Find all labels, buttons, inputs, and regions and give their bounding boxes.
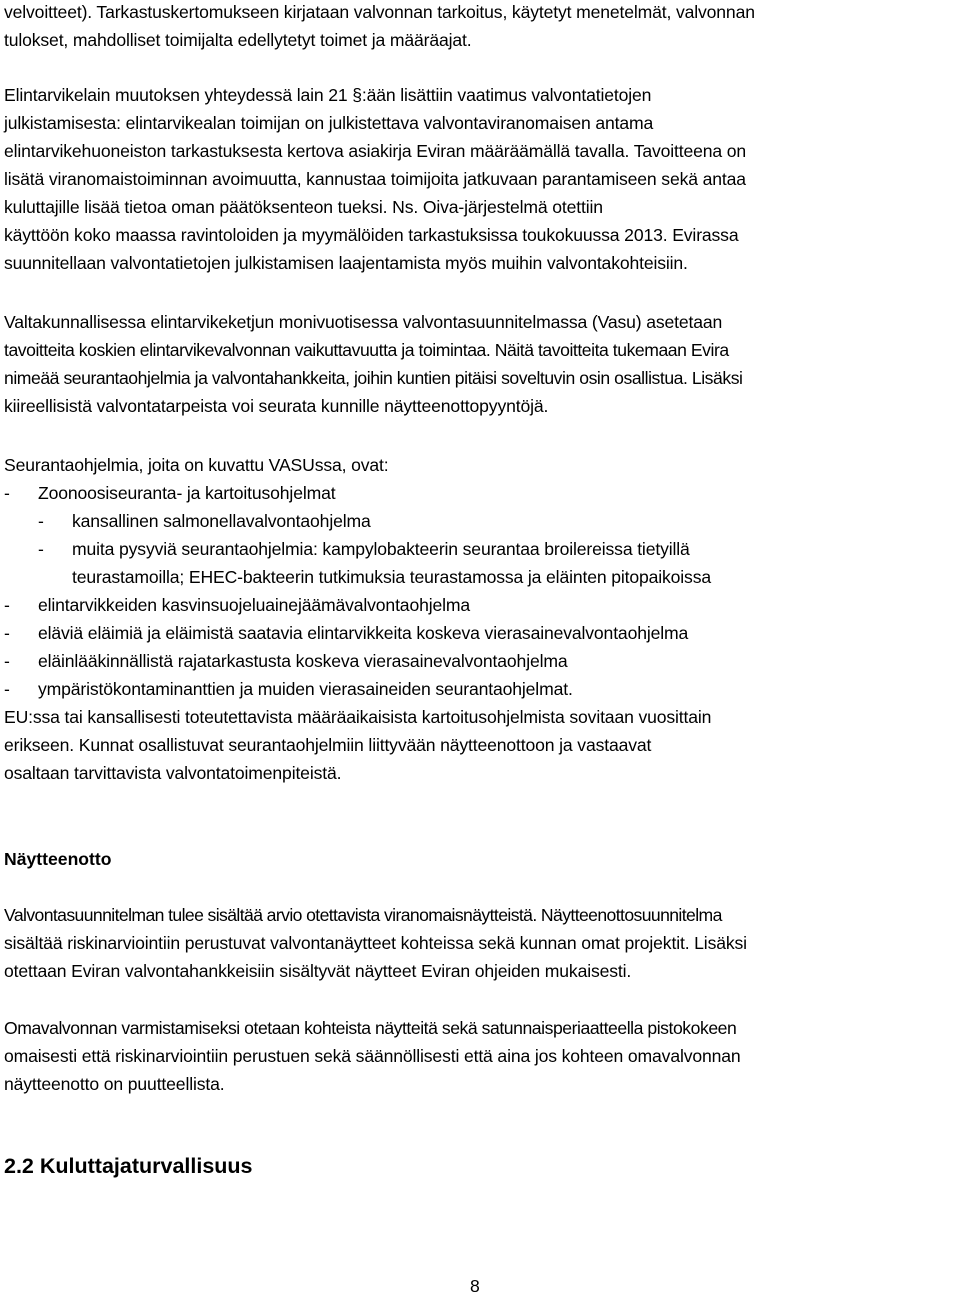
vasu-paragraph	[4, 308, 960, 420]
publication-paragraph	[4, 81, 960, 277]
list-dash: -	[38, 539, 44, 559]
text-line: velvoitteet). Tarkastuskertomukseen kirjataan valvonnan tarkoitus, käytetyt menetelmät, valvonnan	[4, 2, 755, 22]
list-dash: -	[4, 679, 10, 699]
section-heading: 2.2 Kuluttajaturvallisuus	[4, 1154, 253, 1178]
list-item-text: teurastamoilla; EHEC-bakteerin tutkimuksia teurastamossa ja eläinten pitopaikoissa	[72, 567, 711, 587]
text-line: osaltaan tarvittavista valvontatoimenpiteistä.	[4, 763, 342, 783]
list-item-text: ympäristökontaminanttien ja muiden vierasaineiden seurantaohjelmat.	[38, 679, 573, 699]
text-line: käyttöön koko maassa ravintoloiden ja myymälöiden tarkastuksissa toukokuussa 2013. Evirassa	[4, 225, 739, 245]
list-item-text: Zoonoosiseuranta- ja kartoitusohjelmat	[38, 483, 336, 503]
text-line: otettaan Eviran valvontahankkeisiin sisältyvät näytteet Eviran ohjeiden mukaisesti.	[4, 961, 632, 981]
text-line: näytteenotto on puutteellista.	[4, 1074, 225, 1094]
list-item-text: muita pysyviä seurantaohjelmia: kampylobakteerin seurantaa broilereissa tietyillä	[72, 539, 690, 559]
list-dash: -	[4, 623, 10, 643]
list-item-text: elintarvikkeiden kasvinsuojeluainejäämävalvontaohjelma	[38, 595, 471, 615]
list-dash: -	[38, 511, 44, 531]
sub-list-item-continuation	[4, 563, 960, 591]
list-dash: -	[4, 651, 10, 671]
text-line: nimeää seurantaohjelmia ja valvontahankkeita, joihin kuntien pitäisi soveltuvin osin osallistua. Lisäksi	[4, 368, 743, 388]
text-line: erikseen. Kunnat osallistuvat seurantaohjelmiin liittyvään näytteenottoon ja vastaavat	[4, 735, 652, 755]
programs-intro: Seurantaohjelmia, joita on kuvattu VASUssa, ovat:	[4, 455, 389, 475]
text-line: tavoitteita koskien elintarvikevalvonnan vaikuttavuutta ja toimintaa. Näitä tavoitteita tukemaan Evira	[4, 340, 729, 360]
text-line: kiireellisistä valvontatarpeista voi seurata kunnille näytteenottopyyntöjä.	[4, 396, 549, 416]
text-line: kuluttajille lisää tietoa oman päätöksenteon tueksi. Ns. Oiva-järjestelmä otettiin	[4, 197, 603, 217]
list-item	[4, 591, 960, 619]
list-item	[4, 479, 960, 507]
text-line: suunnitellaan valvontatietojen julkistamisen laajentamista myös muihin valvontakohteisiin.	[4, 253, 688, 273]
sampling-heading-block	[4, 845, 960, 873]
list-item	[4, 675, 960, 703]
intro-paragraph	[4, 0, 960, 54]
list-dash: -	[4, 483, 10, 503]
sub-list-item	[4, 507, 960, 535]
list-item-text: eläinlääkinnällistä rajatarkastusta koskeva vierasainevalvontaohjelma	[38, 651, 568, 671]
list-item	[4, 647, 960, 675]
text-line: julkistamisesta: elintarvikealan toimijan on julkistettava valvontaviranomaisen antama	[4, 113, 654, 133]
programs-section	[4, 451, 960, 787]
list-dash: -	[4, 595, 10, 615]
page-number: 8	[470, 1276, 480, 1296]
list-item	[4, 619, 960, 647]
text-line: tulokset, mahdolliset toimijalta edellytetyt toimet ja määräajat.	[4, 30, 472, 50]
sampling-heading: Näytteenotto	[4, 849, 112, 869]
text-line: lisätä viranomaistoiminnan avoimuutta, kannustaa toimijoita jatkuvaan parantamiseen sekä antaa	[4, 169, 746, 189]
text-line: EU:ssa tai kansallisesti toteutettavista määräaikaisista kartoitusohjelmista sovitaan vuosittain	[4, 707, 712, 727]
text-line: elintarvikehuoneiston tarkastuksesta kertova asiakirja Eviran määräämällä tavalla. Tavoitteena on	[4, 141, 747, 161]
section-heading-block	[4, 1150, 960, 1182]
text-line: Elintarvikelain muutoksen yhteydessä lain 21 §:ään lisättiin vaatimus valvontatietojen	[4, 85, 652, 105]
text-line: Valvontasuunnitelman tulee sisältää arvio otettavista viranomaisnäytteistä. Näytteenottosuunnitelma	[4, 905, 722, 925]
text-line: Omavalvonnan varmistamiseksi otetaan kohteista näytteitä sekä satunnaisperiaatteella pistokokeen	[4, 1018, 737, 1038]
list-item-text: kansallinen salmonellavalvontaohjelma	[72, 511, 371, 531]
list-item-text: eläviä eläimiä ja eläimistä saatavia elintarvikkeita koskeva vierasainevalvontaohjelma	[38, 623, 689, 643]
sampling-paragraph-1	[4, 901, 960, 985]
sampling-paragraph-2	[4, 1014, 960, 1098]
text-line: omaisesti että riskinarviointiin perustuen sekä säännöllisesti että aina jos kohteen omavalvonnan	[4, 1046, 741, 1066]
text-line: sisältää riskinarviointiin perustuvat valvontanäytteet kohteissa sekä kunnan omat projektit. Lisäksi	[4, 933, 747, 953]
text-line: Valtakunnallisessa elintarvikeketjun monivuotisessa valvontasuunnitelmassa (Vasu) asetetaan	[4, 312, 723, 332]
sub-list-item	[4, 535, 960, 563]
